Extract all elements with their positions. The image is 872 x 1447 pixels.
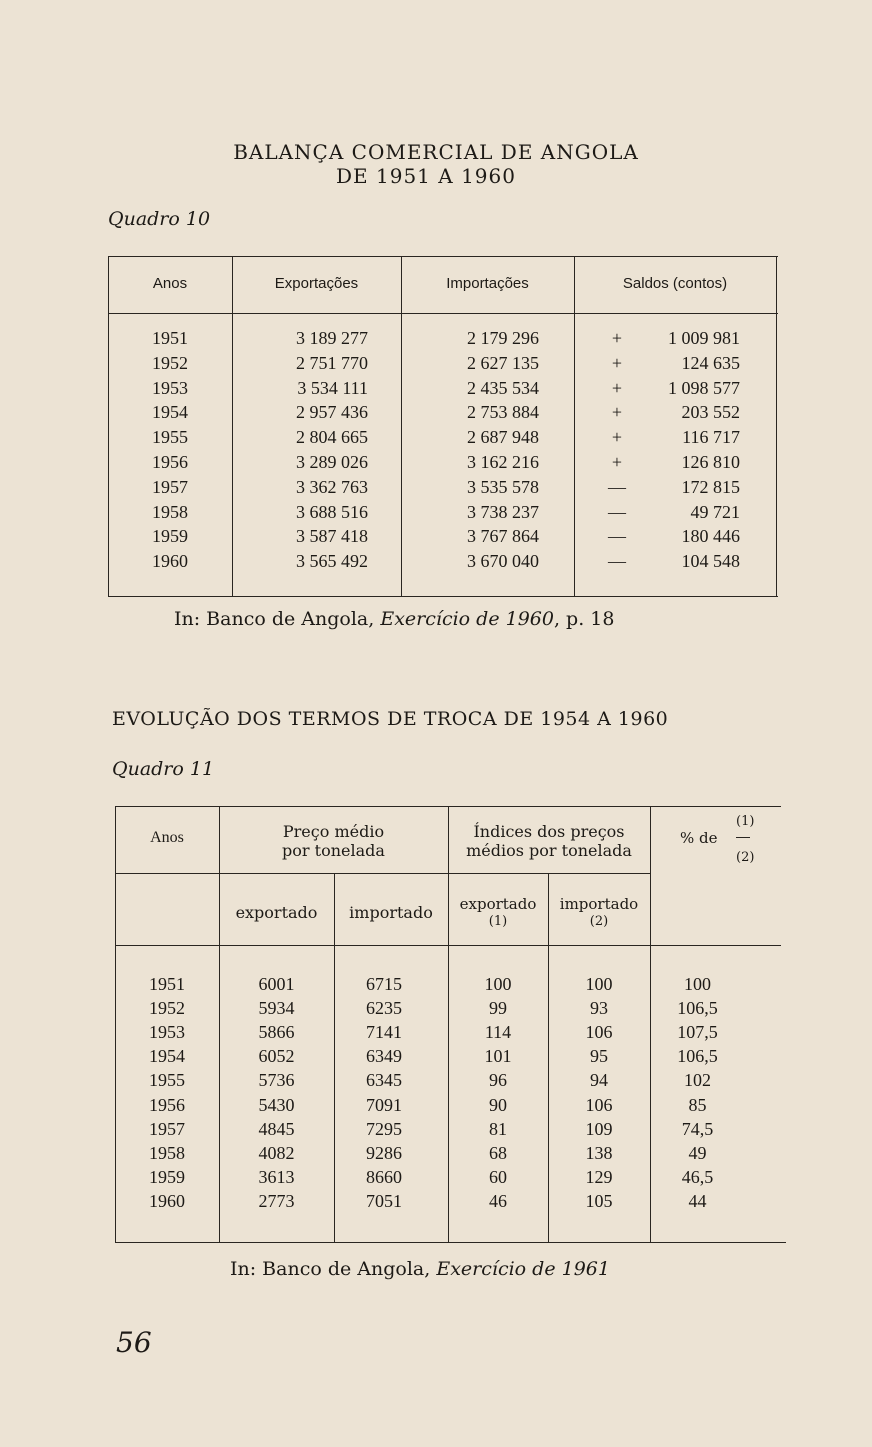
table1-cell-exportacoes: 3 362 763	[296, 476, 368, 497]
table2-header-idx-exportado	[448, 895, 548, 931]
table1-cell-exportacoes: 3 565 492	[296, 551, 368, 572]
table2-cell-pct: 106,5	[677, 1046, 718, 1067]
table1-header-exportacoes: Exportações	[274, 275, 359, 292]
table2-cell-preco-exportado: 4082	[258, 1142, 295, 1163]
table2-cell-indice-importado: 138	[585, 1142, 613, 1163]
table2-cell-preco-importado: 8660	[366, 1166, 402, 1187]
table2-cell-pct: 74,5	[681, 1118, 714, 1139]
table1-source-prefix: In: Banco de Angola,	[174, 608, 381, 630]
table1-cell-year: 1957	[152, 476, 188, 497]
table2-cell-preco-exportado: 3613	[258, 1166, 295, 1187]
table1-cell-sign: +	[611, 377, 623, 398]
table1-cell-saldo: 116 717	[682, 427, 740, 448]
table1-cell-importacoes: 3 738 237	[467, 501, 539, 522]
table2-cell-pct: 46,5	[681, 1166, 714, 1187]
table2-cell-indice-importado: 95	[590, 1046, 608, 1067]
table2-bottom-rule	[115, 1242, 786, 1243]
table2-cell-preco-importado: 9286	[366, 1142, 402, 1163]
table1-source	[174, 608, 614, 630]
table2-header-exportado: exportado	[235, 903, 318, 922]
table1-source-suffix: , p. 18	[553, 608, 615, 630]
table2-cell-pct: 85	[688, 1094, 707, 1115]
table2-header-preco-l1: Preço médio	[282, 822, 385, 841]
table1-cell-year: 1956	[152, 452, 188, 472]
table2-header-idx-importado-label: importado	[559, 895, 639, 913]
table1-cell-importacoes: 3 535 578	[467, 476, 539, 497]
table2-title: EVOLUÇÃO DOS TERMOS DE TROCA DE 1954 A 1960	[112, 708, 669, 730]
table2-cell-pct: 106,5	[677, 998, 718, 1019]
table1-cell-importacoes: 2 627 135	[467, 352, 539, 373]
table2-cell-indice-exportado: 101	[484, 1046, 512, 1067]
table2-header-indices-l1: Índices dos preços	[473, 822, 625, 841]
table1-vrule	[574, 256, 575, 596]
table2-cell-preco-importado: 7051	[366, 1190, 402, 1211]
table2-header-pct-text: % de	[680, 829, 718, 847]
table2-cell-preco-importado: 6349	[366, 1046, 402, 1067]
table1-cell-exportacoes: 2 751 770	[296, 352, 368, 373]
table1-cell-importacoes: 2 435 534	[467, 377, 539, 398]
table2-cell-indice-exportado: 90	[489, 1094, 507, 1115]
table2-cell-indice-exportado: 68	[489, 1142, 507, 1163]
table2-header-idx-exportado-num: (1)	[488, 914, 508, 929]
table2-header-preco	[219, 822, 448, 860]
table2-header-idx-exportado-label: exportado	[459, 895, 537, 913]
table2-cell-year: 1957	[149, 1118, 185, 1139]
table2-cell-indice-exportado: 60	[489, 1166, 507, 1187]
table1-cell-sign: —	[608, 551, 626, 572]
table2-label: Quadro 11	[112, 758, 215, 780]
table1-label: Quadro 10	[108, 208, 211, 230]
table2-cell-indice-importado: 105	[585, 1190, 613, 1211]
table2-header-indices-l2: médios por tonelada	[466, 841, 632, 860]
table2-cell-preco-exportado: 6001	[258, 974, 295, 994]
table1-cell-saldo: 172 815	[681, 476, 740, 497]
table1-cell-saldo: 1 098 577	[668, 377, 740, 398]
table2-cell-indice-importado: 106	[585, 1022, 613, 1043]
table1-cell-year: 1954	[152, 402, 188, 423]
table2-header-indices	[448, 822, 650, 860]
table1-cell-sign: —	[608, 526, 626, 547]
table1-header-rule	[108, 313, 778, 314]
table2-cell-indice-importado: 129	[585, 1166, 613, 1187]
table2-header-preco-l2: por tonelada	[282, 841, 385, 860]
table1-cell-exportacoes: 2 804 665	[296, 427, 368, 448]
table2-cell-preco-exportado: 2773	[258, 1190, 295, 1211]
table2-cell-indice-exportado: 96	[489, 1070, 507, 1091]
table1-top-rule	[108, 256, 778, 257]
table2-header-pct-fraction-bar	[736, 837, 750, 838]
table2-cell-indice-importado: 100	[585, 974, 613, 994]
table1-cell-sign: +	[611, 328, 623, 348]
table2-cell-preco-importado: 7295	[366, 1118, 402, 1139]
table2-cell-indice-exportado: 46	[489, 1190, 507, 1211]
table2-cell-year: 1951	[149, 974, 185, 994]
table1-cell-sign: —	[608, 501, 626, 522]
table2-cell-pct: 102	[684, 1070, 711, 1091]
table1-cell-importacoes: 3 670 040	[467, 551, 539, 572]
table1-cell-importacoes: 2 687 948	[467, 427, 539, 448]
table1-vrule	[776, 256, 777, 596]
table2-cell-indice-importado: 109	[585, 1118, 613, 1139]
table2-cell-preco-importado: 7141	[366, 1022, 402, 1043]
table2-cell-preco-exportado: 5934	[258, 998, 295, 1019]
table2-cell-pct: 100	[684, 974, 711, 994]
table2-header-pct-den: (2)	[736, 850, 755, 865]
table2-cell-preco-importado: 6715	[366, 974, 402, 994]
table1-bottom-rule	[108, 596, 778, 597]
table1-cell-exportacoes: 3 289 026	[296, 452, 368, 472]
table1-title-line1: BALANÇA COMERCIAL DE ANGOLA	[233, 140, 639, 164]
table1-header-importacoes: Importações	[446, 275, 529, 292]
table2-cell-year: 1960	[149, 1190, 185, 1211]
table1-cell-year: 1955	[152, 427, 188, 448]
table1-cell-exportacoes: 3 587 418	[296, 526, 368, 547]
table1-title-line2: DE 1951 A 1960	[336, 164, 516, 188]
table1-cell-year: 1952	[152, 352, 188, 373]
table1-cell-sign: +	[611, 402, 623, 423]
table1-cell-exportacoes: 2 957 436	[296, 402, 368, 423]
table1-cell-saldo: 180 446	[681, 526, 740, 547]
table2-cell-indice-exportado: 114	[484, 1022, 512, 1043]
table1-cell-year: 1959	[152, 526, 188, 547]
table2-cell-pct: 49	[688, 1142, 707, 1163]
table1-cell-sign: +	[611, 452, 623, 472]
table2-cell-preco-importado: 7091	[366, 1094, 402, 1115]
table1-cell-saldo: 1 009 981	[668, 328, 740, 348]
table2-header-pct-num: (1)	[736, 814, 755, 829]
table2-cell-year: 1954	[149, 1046, 185, 1067]
table2-cell-preco-exportado: 5866	[258, 1022, 295, 1043]
table1-cell-importacoes: 3 162 216	[467, 452, 539, 472]
table1-cell-year: 1958	[152, 501, 188, 522]
table1-cell-saldo: 126 810	[681, 452, 740, 472]
table1-cell-saldo: 104 548	[681, 551, 740, 572]
table1-cell-year: 1960	[152, 551, 188, 572]
table2-cell-indice-importado: 93	[590, 998, 608, 1019]
table1-cell-saldo: 124 635	[681, 352, 740, 373]
table1-cell-exportacoes: 3 534 111	[297, 377, 368, 398]
table1-cell-saldo: 203 552	[681, 402, 740, 423]
table2-cell-year: 1956	[149, 1094, 185, 1115]
table2-cell-indice-importado: 106	[585, 1094, 613, 1115]
table2-source-title: Exercício de 1961	[436, 1258, 610, 1280]
table2-cell-year: 1958	[149, 1142, 185, 1163]
table2-cell-preco-exportado: 4845	[258, 1118, 295, 1139]
table1-cell-year: 1951	[152, 328, 188, 348]
table1-cell-importacoes: 2 179 296	[467, 328, 539, 348]
table1-cell-year: 1953	[152, 377, 188, 398]
table2-cell-year: 1952	[149, 998, 185, 1019]
table2-cell-preco-exportado: 5736	[258, 1070, 295, 1091]
table1-header-saldos: Saldos (contos)	[622, 275, 728, 292]
table2-source-prefix: In: Banco de Angola,	[230, 1258, 437, 1280]
table1-cell-sign: +	[611, 427, 623, 448]
table1-cell-importacoes: 3 767 864	[467, 526, 539, 547]
table2-cell-year: 1955	[149, 1070, 185, 1091]
table2-cell-year: 1953	[149, 1022, 185, 1043]
table2-cell-indice-importado: 94	[590, 1070, 608, 1091]
table1-cell-importacoes: 2 753 884	[467, 402, 539, 423]
table1-cell-saldo: 49 721	[690, 501, 740, 522]
table2-source	[230, 1258, 610, 1280]
table2-header-importado: importado	[349, 903, 433, 922]
table2-header-idx-importado-num: (2)	[589, 914, 609, 929]
table1-source-title: Exercício de 1960	[380, 608, 554, 630]
table2-cell-preco-importado: 6345	[366, 1070, 402, 1091]
table2-cell-year: 1959	[149, 1166, 185, 1187]
table2-cell-indice-exportado: 100	[484, 974, 512, 994]
table2-header-idx-importado	[548, 895, 650, 931]
table2-cell-preco-exportado: 5430	[258, 1094, 295, 1115]
table2-cell-pct: 44	[688, 1190, 707, 1211]
table2-cell-indice-exportado: 81	[489, 1118, 507, 1139]
table2-header-anos: Anos	[150, 829, 184, 846]
table2-mid-rule	[115, 873, 650, 874]
table2-cell-preco-importado: 6235	[366, 998, 402, 1019]
table1-header-anos: Anos	[152, 275, 188, 292]
table2-cell-indice-exportado: 99	[489, 998, 507, 1019]
page-number: 56	[116, 1326, 152, 1359]
table2-cell-preco-exportado: 6052	[258, 1046, 295, 1067]
table1-cell-sign: —	[608, 476, 626, 497]
table2-cell-pct: 107,5	[677, 1022, 718, 1043]
table1-cell-exportacoes: 3 688 516	[296, 501, 368, 522]
table1-cell-exportacoes: 3 189 277	[296, 328, 368, 348]
table1-cell-sign: +	[611, 352, 623, 373]
